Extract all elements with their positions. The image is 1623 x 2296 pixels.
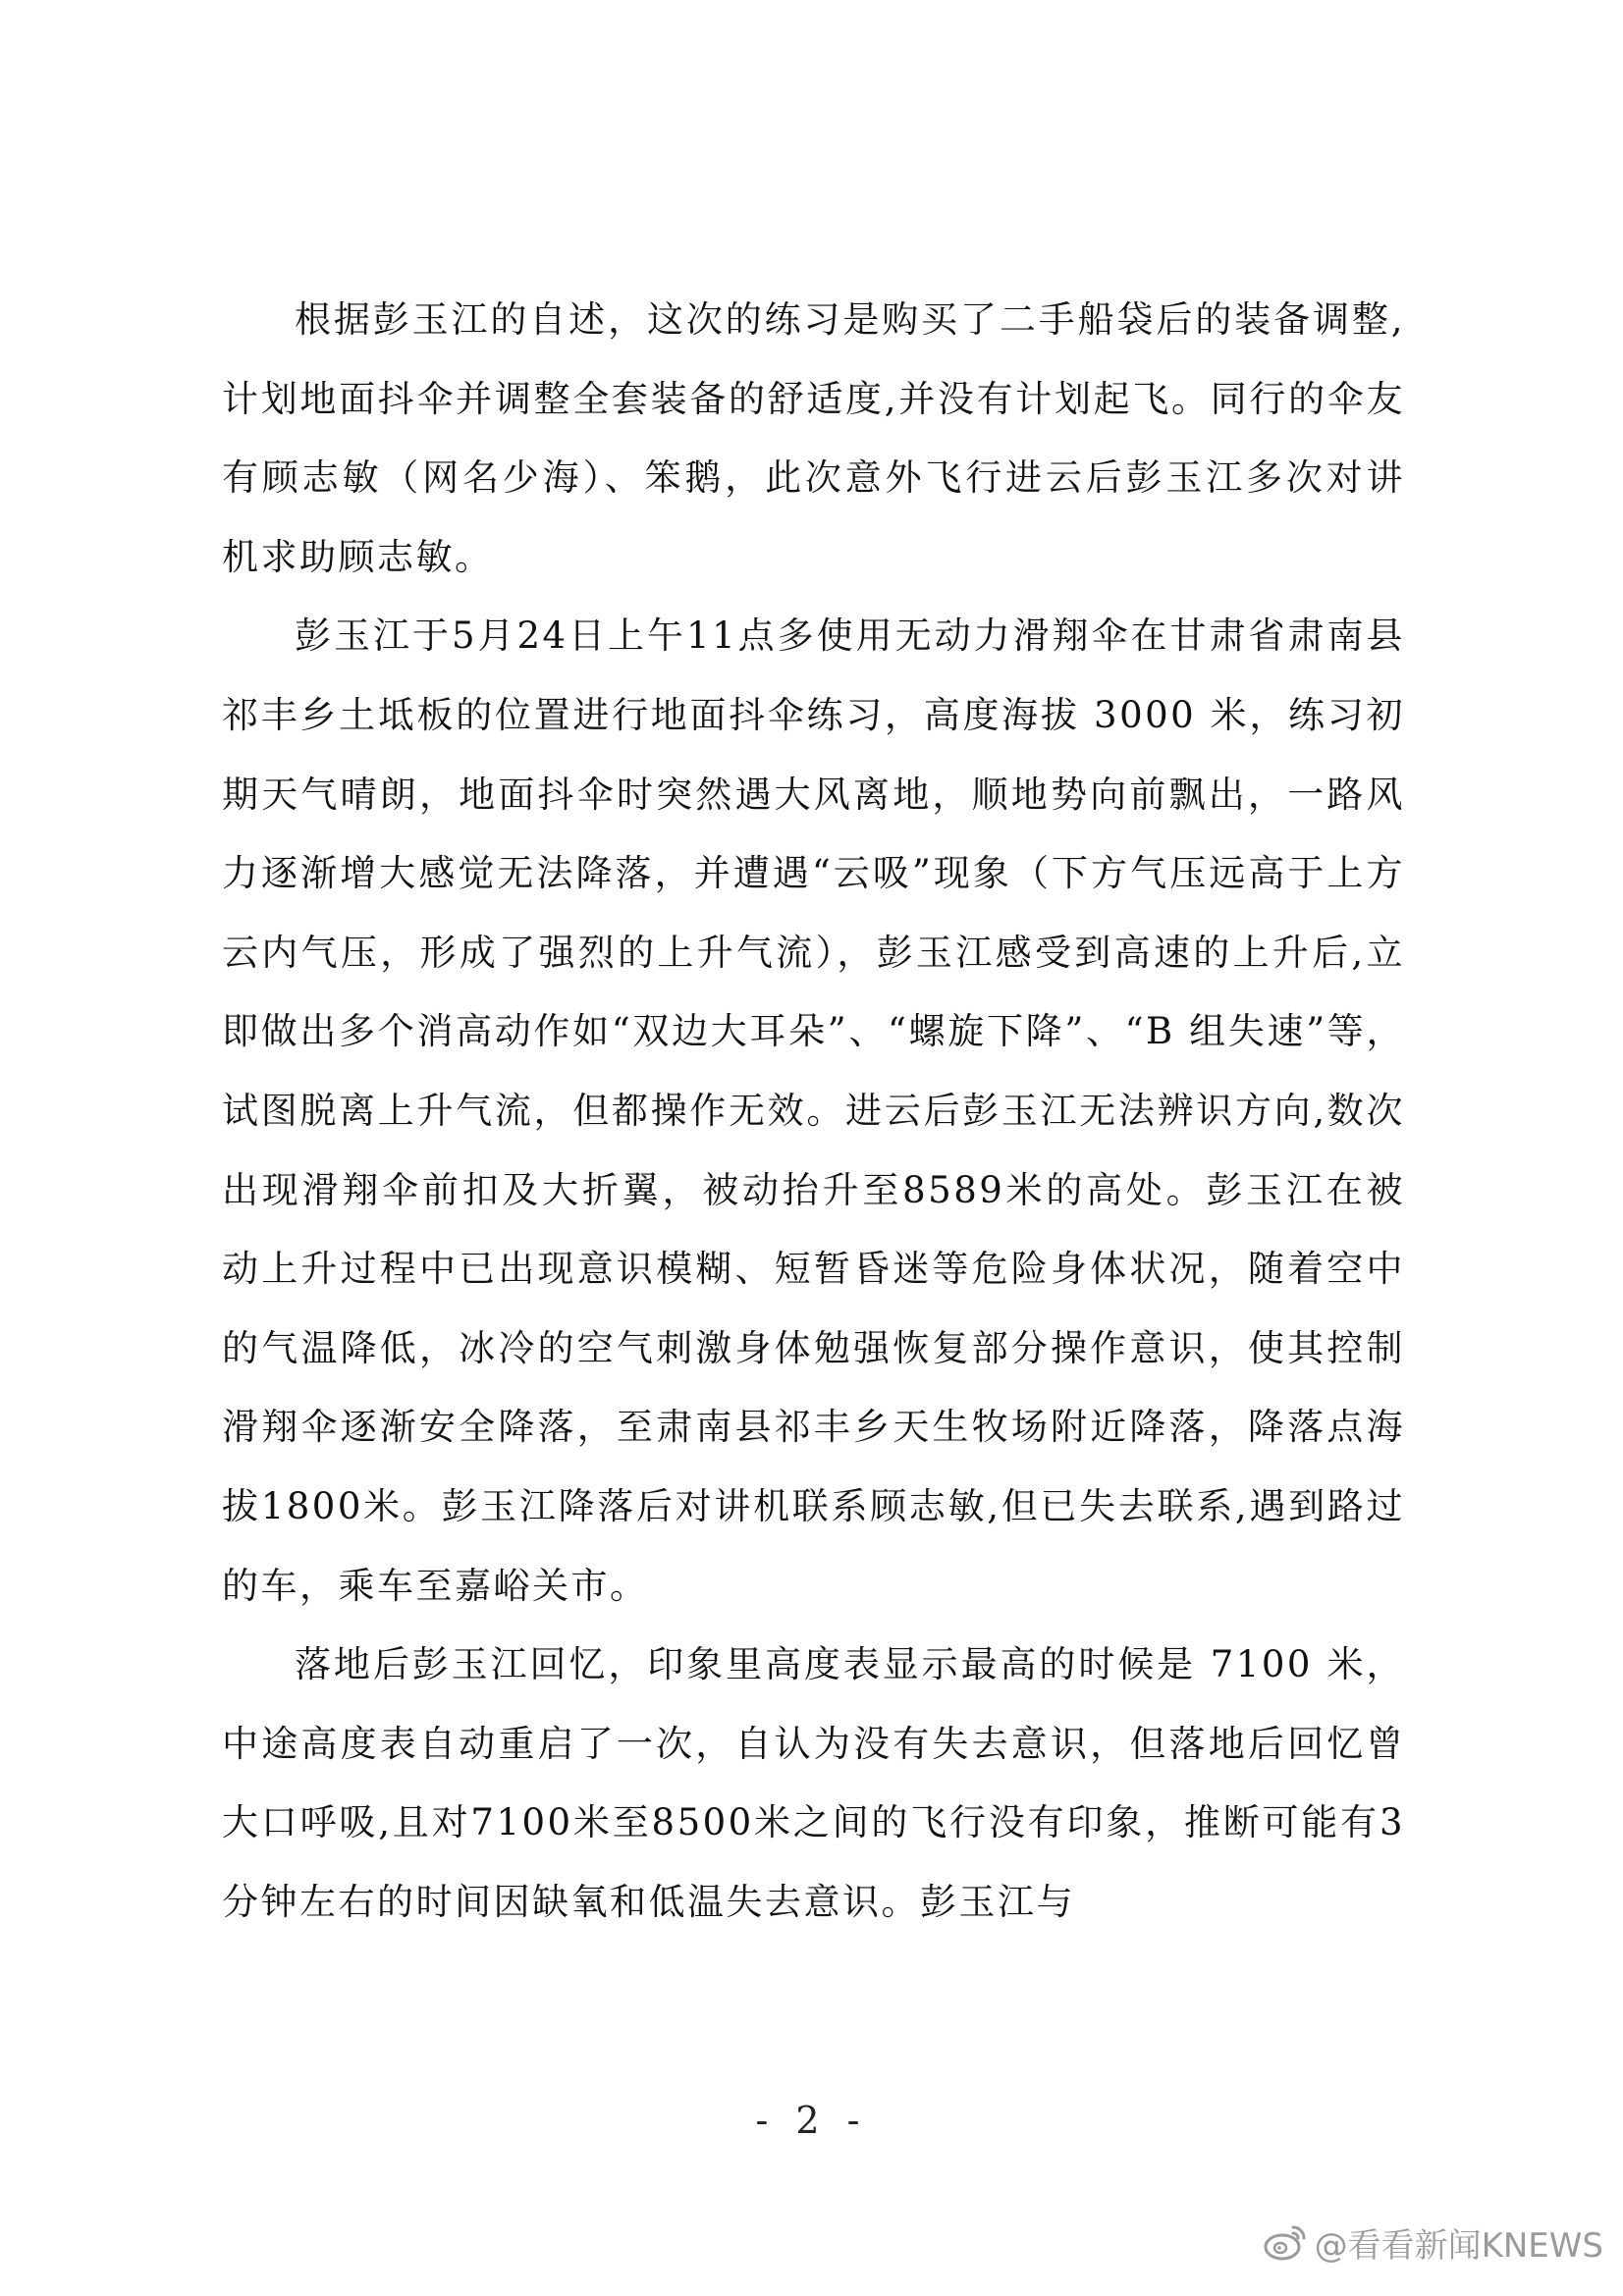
source-watermark	[1264, 2217, 1603, 2267]
document-body	[222, 281, 1405, 1942]
page-number: - 2 -	[755, 2099, 868, 2142]
watermark-text: @看看新闻KNEWS	[1314, 2225, 1603, 2266]
paragraph-recollection: 落地后彭玉江回忆，印象里高度表显示最高的时候是 7100 米，中途高度表自动重启了一次，自认为没有失去意识，但落地后回忆曾大口呼吸,且对7100米至8500米之间的飞行没有印象，推断可能有3分钟左右的时间因缺氧和低温失去意识。彭玉江与	[222, 1643, 1405, 1923]
paragraph-flight-incident: 彭玉江于5月24日上午11点多使用无动力滑翔伞在甘肃省肃南县祁丰乡土坻板的位置进行地面抖伞练习，高度海拔 3000 米，练习初期天气晴朗，地面抖伞时突然遇大风离地，顺地势向前飘出，一路风力逐渐增大感觉无法降落，并遭遇“云吸”现象（下方气压远高于上方云内气压，形成了强烈的上升气流），彭玉江感受到高速的上升后,立即做出多个消高动作如“双边大耳朵”、“螺旋下降”、“B 组失速”等，试图脱离上升气流，但都操作无效。进云后彭玉江无法辨识方向,数次出现滑翔伞前扣及大折翼，被动抬升至8589米的高处。彭玉江在被动上升过程中已出现意识模糊、短暂昏迷等危险身体状况，随着空中的气温降低，冰冷的空气刺激身体勉强恢复部分操作意识，使其控制滑翔伞逐渐安全降落，至肃南县祁丰乡天生牧场附近降落，降落点海拔1800米。彭玉江降落后对讲机联系顾志敏,但已失去联系,遇到路过的车，乘车至嘉峪关市。	[222, 614, 1405, 1607]
paragraph-self-account: 根据彭玉江的自述，这次的练习是购买了二手船袋后的装备调整,计划地面抖伞并调整全套装备的舒适度,并没有计划起飞。同行的伞友有顾志敏（网名少海）、笨鹅，此次意外飞行进云后彭玉江多次对讲机求助顾志敏。	[222, 298, 1405, 578]
weibo-icon	[1264, 2223, 1307, 2261]
